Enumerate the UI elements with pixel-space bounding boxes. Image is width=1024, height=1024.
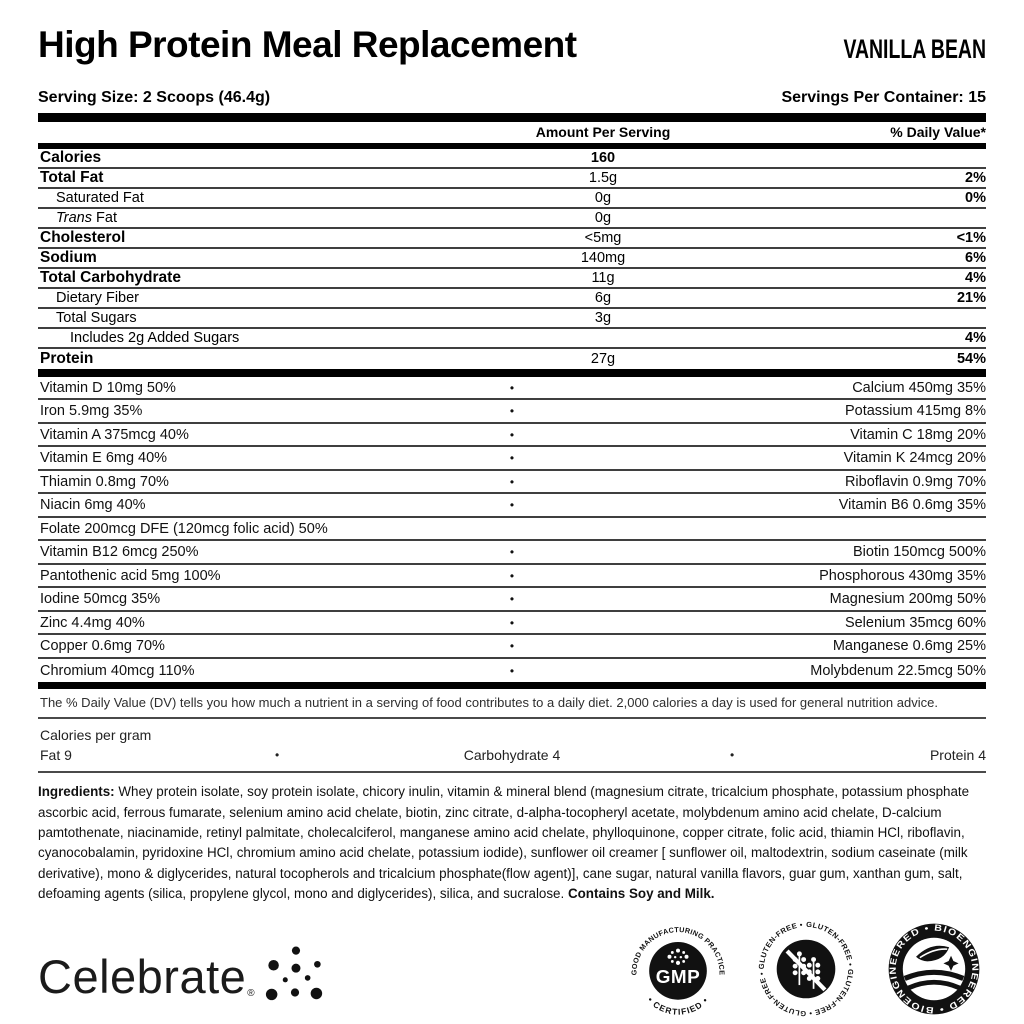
brand-wordmark: Celebrate bbox=[38, 950, 247, 1004]
serving-size: Serving Size: 2 Scoops (46.4g) bbox=[38, 88, 271, 106]
nutrient-dv: 4% bbox=[965, 329, 986, 346]
micro-right: Potassium 415mg 8% bbox=[844, 403, 986, 420]
nutrient-amount: 140mg bbox=[580, 249, 626, 266]
nutrient-amount: 27g bbox=[590, 350, 616, 367]
micro-right: Manganese 0.6mg 25% bbox=[832, 638, 986, 655]
nutrient-amount: 160 bbox=[590, 149, 616, 166]
nutrient-amount: 6g bbox=[594, 289, 612, 306]
table-row-total-sugars bbox=[38, 309, 986, 329]
micro-row bbox=[38, 635, 986, 659]
micro-row bbox=[38, 494, 986, 518]
ingredients-label: Ingredients: bbox=[38, 784, 115, 800]
table-row-saturated-fat bbox=[38, 189, 986, 209]
bullet-separator: • bbox=[509, 592, 515, 607]
table-row-dietary-fiber bbox=[38, 289, 986, 309]
nutrient-dv: <1% bbox=[956, 229, 986, 246]
gmp-certified-seal-icon bbox=[626, 917, 730, 1021]
product-title: High Protein Meal Replacement bbox=[38, 24, 577, 65]
registered-trademark-symbol: ® bbox=[247, 987, 255, 999]
header bbox=[38, 26, 986, 65]
table-row-cholesterol bbox=[38, 229, 986, 249]
bullet-separator: • bbox=[509, 568, 515, 583]
micro-row bbox=[38, 471, 986, 495]
nutrient-label: Cholesterol bbox=[40, 228, 126, 246]
micro-row bbox=[38, 541, 986, 565]
table-row-trans-fat bbox=[38, 209, 986, 229]
micro-row bbox=[38, 565, 986, 589]
nutrient-amount: 11g bbox=[591, 269, 615, 286]
daily-value-footnote: The % Daily Value (DV) tells you how much a nutrient in a serving of food contributes to a daily diet. 2,000 calories a day is used for general nutrition advice. bbox=[38, 689, 986, 719]
micro-left: Zinc 4.4mg 40% bbox=[40, 614, 145, 631]
micro-left: Folate 200mcg DFE (120mcg folic acid) 50% bbox=[40, 520, 328, 537]
brand-dots-icon bbox=[259, 943, 331, 1005]
micro-row bbox=[38, 659, 986, 683]
calories-per-gram bbox=[38, 719, 986, 773]
divider-bar bbox=[38, 369, 986, 377]
table-column-headers bbox=[38, 122, 986, 143]
nutrient-amount: 0g bbox=[594, 209, 612, 226]
bottom-logos bbox=[38, 917, 986, 1021]
bullet-separator: • bbox=[509, 498, 515, 513]
micro-left: Niacin 6mg 40% bbox=[40, 497, 146, 514]
bioengineered-seal-icon bbox=[882, 917, 986, 1021]
micro-right: Molybdenum 22.5mcg 50% bbox=[810, 662, 986, 679]
nutrition-table bbox=[38, 149, 986, 369]
divider-bar bbox=[38, 682, 986, 689]
nutrient-label: Protein bbox=[40, 349, 94, 367]
micro-right: Riboflavin 0.9mg 70% bbox=[844, 473, 986, 490]
serving-info bbox=[38, 89, 986, 107]
nutrient-dv: 6% bbox=[965, 249, 986, 266]
table-row-calories bbox=[38, 149, 986, 169]
micro-right: Vitamin B6 0.6mg 35% bbox=[838, 497, 986, 514]
nutrient-dv: 4% bbox=[965, 269, 986, 286]
bullet-separator: • bbox=[509, 474, 515, 489]
micro-left: Iron 5.9mg 35% bbox=[40, 403, 143, 420]
micro-left: Pantothenic acid 5mg 100% bbox=[40, 567, 221, 584]
table-row-protein bbox=[38, 349, 986, 369]
nutrient-amount: 1.5g bbox=[588, 169, 618, 186]
divider-bar bbox=[38, 113, 986, 122]
micro-row bbox=[38, 612, 986, 636]
micro-row bbox=[38, 377, 986, 401]
table-row-total-fat bbox=[38, 169, 986, 189]
nutrient-label: Saturated Fat bbox=[56, 189, 144, 206]
cpg-fat: Fat 9 bbox=[40, 747, 72, 764]
micro-left: Chromium 40mcg 110% bbox=[40, 662, 195, 679]
nutrient-amount: <5mg bbox=[584, 229, 622, 246]
calories-per-gram-label: Calories per gram bbox=[40, 727, 152, 744]
nutrient-label: Total Carbohydrate bbox=[40, 268, 181, 286]
micro-right: Calcium 450mg 35% bbox=[852, 379, 986, 396]
bullet-separator: • bbox=[509, 639, 515, 654]
cpg-protein: Protein 4 bbox=[929, 747, 986, 764]
nutrient-dv: 0% bbox=[965, 189, 986, 206]
micro-left: Copper 0.6mg 70% bbox=[40, 638, 165, 655]
micro-row bbox=[38, 400, 986, 424]
micro-row bbox=[38, 424, 986, 448]
svg-text:BIOENGINEERED • BIOENGINEERED: BIOENGINEERED • BIOENGINEERED • bbox=[887, 922, 981, 1016]
nutrient-dv: 21% bbox=[956, 289, 986, 306]
bullet-separator: • bbox=[730, 748, 735, 763]
bullet-separator: • bbox=[509, 451, 515, 466]
cpg-carbohydrate: Carbohydrate 4 bbox=[463, 747, 561, 764]
micro-row bbox=[38, 447, 986, 471]
nutrient-dv: 2% bbox=[965, 169, 986, 186]
micro-left: Iodine 50mcg 35% bbox=[40, 591, 161, 608]
micro-left: Vitamin D 10mg 50% bbox=[40, 379, 176, 396]
nutrient-label: Includes 2g Added Sugars bbox=[70, 329, 240, 346]
micro-row-folate bbox=[38, 518, 986, 542]
nutrient-label: Calories bbox=[40, 148, 102, 166]
nutrient-dv: 54% bbox=[956, 350, 986, 367]
nutrient-label: Dietary Fiber bbox=[56, 289, 139, 306]
micro-right: Vitamin K 24mcg 20% bbox=[843, 450, 986, 467]
bullet-separator: • bbox=[509, 380, 515, 395]
svg-text:GLUTEN-FREE • GLUTEN-FREE • GL: GLUTEN-FREE • GLUTEN-FREE • GLUTEN-FREE • GLUTEN-FREE • bbox=[756, 919, 856, 1018]
micro-right: Vitamin C 18mg 20% bbox=[850, 426, 986, 443]
micro-row bbox=[38, 588, 986, 612]
bullet-separator: • bbox=[509, 404, 515, 419]
micronutrient-table bbox=[38, 377, 986, 683]
micro-left: Vitamin A 375mcg 40% bbox=[40, 426, 189, 443]
flavor-name: VANILLA BEAN bbox=[843, 33, 986, 64]
micro-left: Vitamin B12 6mcg 250% bbox=[40, 544, 199, 561]
bullet-separator: • bbox=[509, 663, 515, 678]
micro-left: Thiamin 0.8mg 70% bbox=[40, 473, 169, 490]
bullet-separator: • bbox=[509, 427, 515, 442]
nutrient-label: Sodium bbox=[40, 248, 97, 266]
table-row-total-carbohydrate bbox=[38, 269, 986, 289]
nutrient-label: Total Sugars bbox=[56, 309, 137, 326]
table-row-sodium bbox=[38, 249, 986, 269]
nutrient-label: Total Fat bbox=[40, 168, 104, 186]
amount-per-serving-header: Amount Per Serving bbox=[535, 124, 671, 141]
svg-text:GMP: GMP bbox=[655, 966, 701, 988]
micro-right: Phosphorous 430mg 35% bbox=[819, 567, 986, 584]
certification-seals bbox=[626, 917, 986, 1021]
bullet-separator: • bbox=[509, 545, 515, 560]
nutrient-amount: 0g bbox=[594, 189, 612, 206]
micro-left: Vitamin E 6mg 40% bbox=[40, 450, 168, 467]
svg-text:• CERTIFIED •: • CERTIFIED • bbox=[645, 994, 711, 1017]
nutrient-amount: 3g bbox=[594, 309, 612, 326]
daily-value-header: % Daily Value* bbox=[890, 124, 986, 141]
bullet-separator: • bbox=[275, 748, 280, 763]
table-row-added-sugars bbox=[38, 329, 986, 349]
micro-right: Selenium 35mcg 60% bbox=[844, 614, 986, 631]
nutrient-label: Trans Fat bbox=[56, 209, 117, 226]
micro-right: Magnesium 200mg 50% bbox=[829, 591, 986, 608]
gluten-free-seal-icon bbox=[754, 917, 858, 1021]
ingredients-paragraph bbox=[38, 782, 986, 904]
ingredients-text: Whey protein isolate, soy protein isolate, chicory inulin, vitamin & mineral blend (magnesium citrate, tricalcium phosphate, potassium phosphate ascorbic acid, ferrous fumarate, selenium amino acid chelate, biotin, zinc citrate, d-alpha-tocopheryl acetate, molybdenum amino acid chelate, D-calcium pamtothenate, niacinamide, retinyl palmitate, cholecalciferol, manganese amino acid chelate, phylloquinone, copper citrate, folic acid, thiamin HCl, riboflavin, cyanocobalamin, pyridoxine HCl, chromium amino acid chelate, potassium iodide), sunflower oil creamer [ sunflower oil, maltodextrin, sodium caseinate (milk derivative), mono & diglycerides, natural tocopherols and tricalcium phosphate(flow agent)], cane sugar, natural vanilla flavors, guar gum, xanthan gum, salt, defoaming agents (silica, propylene glycol, mono and diglycerides), silica, and sucralose. bbox=[38, 784, 970, 902]
svg-text:GOOD MANUFACTURING PRACTICE: GOOD MANUFACTURING PRACTICE bbox=[630, 925, 726, 976]
micro-right: Biotin 150mcg 500% bbox=[853, 544, 986, 561]
celebrate-logo bbox=[38, 943, 331, 1004]
servings-per-container: Servings Per Container: 15 bbox=[781, 88, 986, 106]
allergen-statement: Contains Soy and Milk. bbox=[567, 886, 715, 902]
bullet-separator: • bbox=[509, 615, 515, 630]
